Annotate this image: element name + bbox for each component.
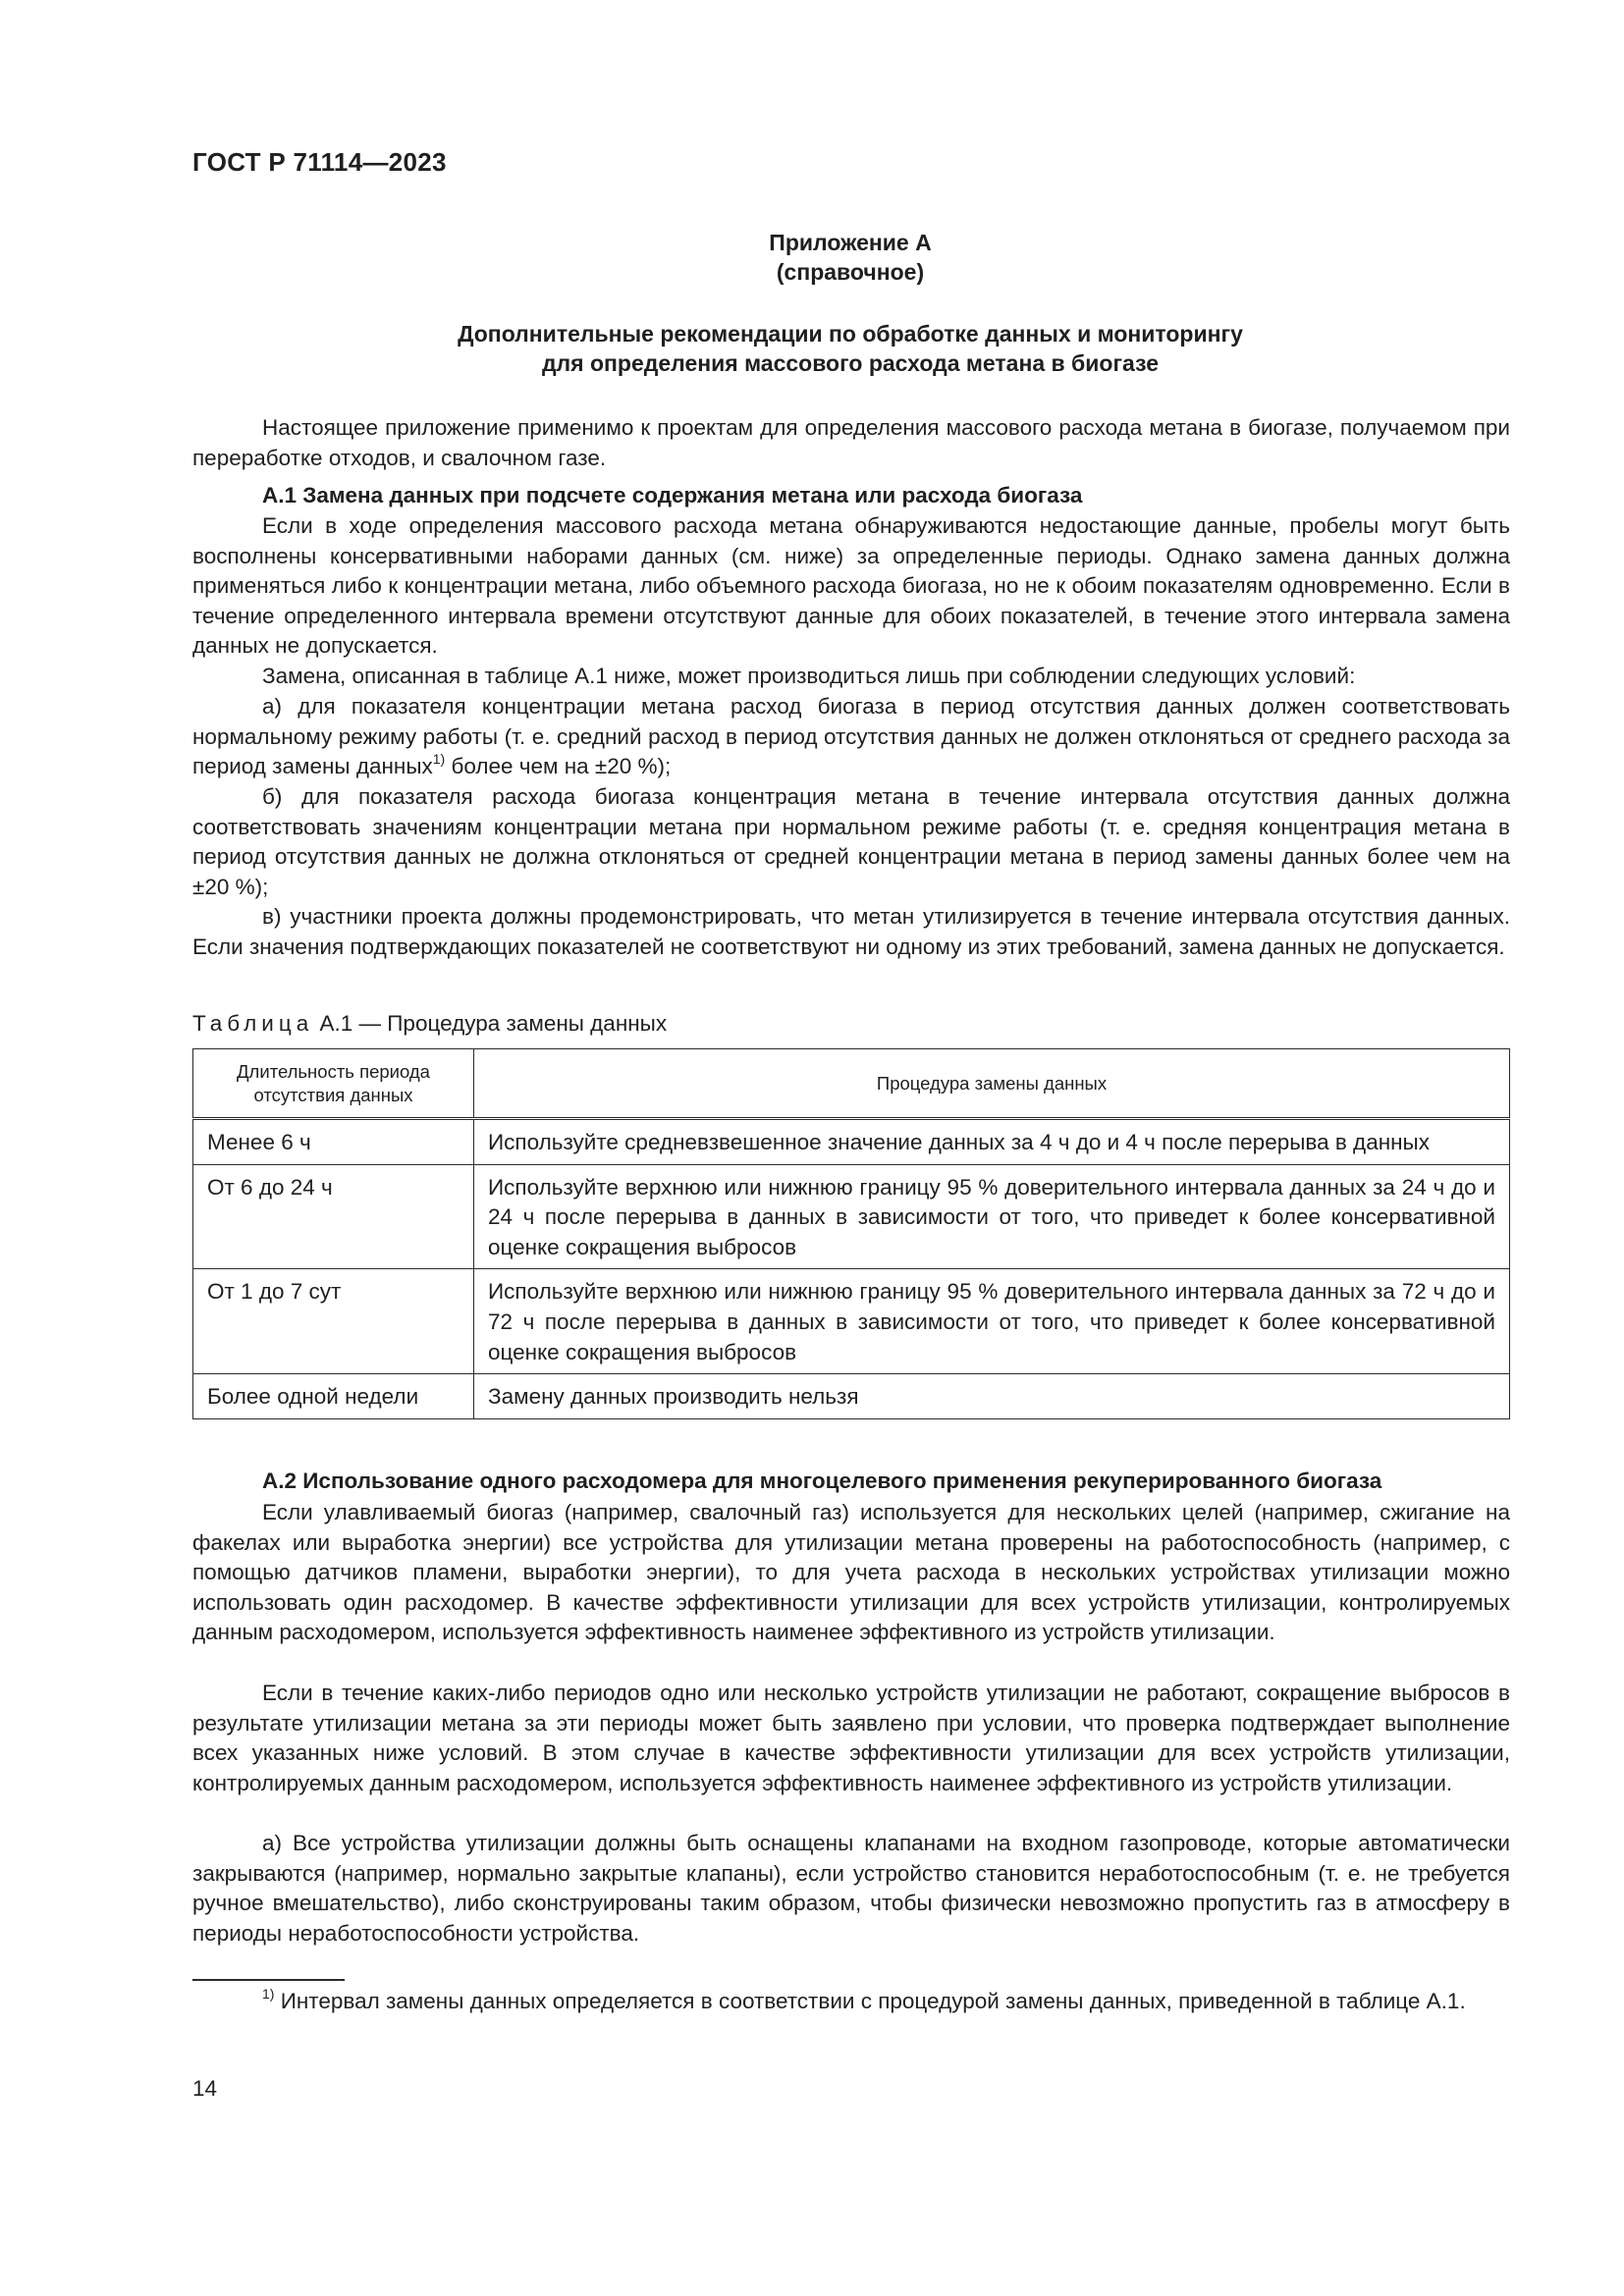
table-header-period: Длительность периода отсутствия данных bbox=[193, 1049, 474, 1119]
section-a2-paragraph-2: Если в течение каких-либо периодов одно или несколько устройств утилизации не работают, сокращение выбросов в результате утилизации метана за эти периоды может быть заявлено при условии, что проверка подтверждает выполнение всех указанных ниже условий. В этом случае в качестве эффективности утилизации для всех устройств утилизации, контролируемых данным расходомером, используется эффективность наименее эффективного из устройств утилизации. bbox=[192, 1681, 1510, 1795]
section-a1-paragraph-1: Если в ходе определения массового расхода метана обнаруживаются недостающие данные, пробелы могут быть восполнены консервативными наборами данных (см. ниже) за определенные периоды. Однако замена данных должна применяться либо к концентрации метана, либо объемного расхода биогаза, но не к обоим показателям одновременно. Если в течение определенного интервала времени отсутствуют данные для обоих показателей, в течение этого интервала замена данных не допускается. bbox=[192, 513, 1510, 659]
table-row bbox=[193, 1374, 1510, 1419]
table-cell-period: От 1 до 7 сут bbox=[193, 1269, 474, 1374]
table-caption bbox=[192, 1011, 667, 1037]
table-header-row bbox=[193, 1049, 1510, 1119]
section-a1-paragraph-2: Замена, описанная в таблице А.1 ниже, может производиться лишь при соблюдении следующих условий: bbox=[262, 664, 1356, 688]
table-cell-period: Менее 6 ч bbox=[193, 1119, 474, 1165]
section-a1-title: А.1 Замена данных при подсчете содержания метана или расхода биогаза bbox=[262, 483, 1083, 507]
table-cell-procedure: Используйте средневзвешенное значение данных за 4 ч до и 4 ч после перерыва в данных bbox=[474, 1119, 1510, 1165]
table-header-procedure: Процедура замены данных bbox=[474, 1049, 1510, 1119]
appendix-subtitle: (справочное) bbox=[776, 259, 925, 285]
intro-paragraph: Настоящее приложение применимо к проектам для определения массового расхода метана в биогазе, получаемом при переработке отходов, и свалочном газе. bbox=[192, 415, 1510, 470]
footnote-reference: 1) bbox=[432, 750, 446, 767]
table-cell-procedure: Используйте верхнюю или нижнюю границу 95 % доверительного интервала данных за 24 ч до и 24 ч после перерыва в данных в зависимости от того, что приведет к более консервативной оценке сокращения выбросов bbox=[474, 1164, 1510, 1269]
footnote-separator bbox=[192, 1979, 345, 1981]
section-a2-title: А.2 Использование одного расходомера для многоцелевого применения рекуперированного биогаза bbox=[262, 1468, 1382, 1493]
section-a1-item-b: б) для показателя расхода биогаза концентрация метана в течение интервала отсутствия данных должна соответствовать значениям концентрации метана при нормальном режиме работы (т. е. средняя концентрация метана в период отсутствия данных не должна отклоняться от средней концентрации метана в период замены данных более чем на ±20 %); bbox=[192, 784, 1510, 899]
table-cell-period: От 6 до 24 ч bbox=[193, 1164, 474, 1269]
appendix-heading-line1: Дополнительные рекомендации по обработке данных и мониторингу bbox=[458, 321, 1243, 347]
section-a2-item-a: а) Все устройства утилизации должны быть оснащены клапанами на входном газопроводе, которые автоматически закрываются (например, нормально закрытые клапаны), если устройство становится неработоспособным (т. е. не требуется ручное вмешательство), либо сконструированы таким образом, чтобы физически невозможно пропустить газ в атмосферу в периоды неработоспособности устройства. bbox=[192, 1831, 1510, 1946]
table-cell-procedure: Используйте верхнюю или нижнюю границу 95 % доверительного интервала данных за 72 ч до и 72 ч после перерыва в данных в зависимости от того, что приведет к более консервативной оценке сокращения выбросов bbox=[474, 1269, 1510, 1374]
item-a-text-end: более чем на ±20 %); bbox=[445, 754, 672, 779]
section-a2-paragraph-1: Если улавливаемый биогаз (например, свалочный газ) используется для нескольких целей (например, сжигание на факелах или выработка энергии) все устройства для утилизации метана проверены на работоспособность (например, с помощью датчиков пламени, выработки энергии), то для учета расхода в нескольких устройствах утилизации можно использовать один расходомер. В качестве эффективности утилизации для всех устройств утилизации, контролируемых данным расходомером, используется эффективность наименее эффективного из устройств утилизации. bbox=[192, 1500, 1510, 1645]
page-number: 14 bbox=[192, 2076, 218, 2101]
table-row bbox=[193, 1164, 1510, 1269]
table-cell-period: Более одной недели bbox=[193, 1374, 474, 1419]
data-substitution-table bbox=[192, 1048, 1510, 1419]
table-caption-label: Таблица bbox=[192, 1011, 314, 1036]
section-a1-item-a bbox=[192, 692, 1510, 782]
table-caption-text: А.1 — Процедура замены данных bbox=[313, 1011, 668, 1036]
appendix-title: Приложение А bbox=[769, 230, 932, 255]
item-a-text: а) для показателя концентрации метана расход биогаза в период отсутствия данных должен соответствовать нормальному режиму работы (т. е. средний расход в период отсутствия данных не должен отклоняться от среднего расхода за период замены данных bbox=[192, 694, 1510, 779]
table-cell-procedure: Замену данных производить нельзя bbox=[474, 1374, 1510, 1419]
document-code: ГОСТ Р 71114—2023 bbox=[192, 147, 447, 177]
footnote-marker: 1) bbox=[262, 1985, 275, 2002]
footnote bbox=[192, 1987, 1510, 2017]
section-a1-item-c: в) участники проекта должны продемонстрировать, что метан утилизируется в течение интервала отсутствия данных. Если значения подтверждающих показателей не соответствуют ни одному из этих требований, замена данных не допускается. bbox=[192, 904, 1510, 959]
table-row bbox=[193, 1119, 1510, 1165]
appendix-heading-line2: для определения массового расхода метана в биогазе bbox=[541, 350, 1160, 376]
footnote-text: Интервал замены данных определяется в соответствии с процедурой замены данных, приведенной в таблице А.1. bbox=[274, 1989, 1466, 2013]
table-row bbox=[193, 1269, 1510, 1374]
